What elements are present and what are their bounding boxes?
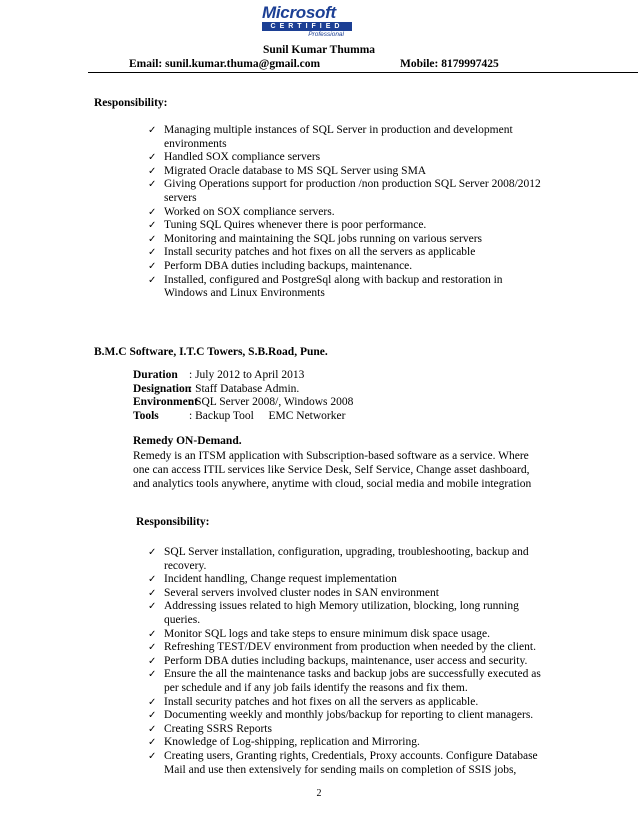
logo-professional: Professional: [308, 31, 344, 38]
list-item: [148, 628, 550, 642]
list-item: [148, 709, 550, 723]
detail-row: [133, 369, 353, 383]
list-item: [148, 723, 550, 737]
checkmark-icon: ✓: [148, 165, 157, 177]
detail-label: Designation: [133, 382, 192, 395]
microsoft-certified-logo: [262, 4, 362, 38]
list-item: [148, 641, 550, 655]
list-item: [148, 668, 550, 695]
responsibility-list-1: [148, 124, 543, 301]
list-item-text: Refreshing TEST/DEV environment from production when needed by the client.: [164, 641, 536, 654]
checkmark-icon: ✓: [148, 642, 157, 654]
list-item: [148, 274, 543, 301]
list-item: [148, 696, 550, 710]
list-item-text: Creating users, Granting rights, Credentials, Proxy accounts. Configure Database Mail and use then extensively for sending mails on completion of SSIS jobs,: [164, 749, 538, 776]
list-item-text: Managing multiple instances of SQL Server in production and development environments: [164, 124, 513, 150]
list-item-text: Monitoring and maintaining the SQL jobs running on various servers: [164, 232, 483, 245]
list-item: [148, 206, 543, 220]
detail-value: : Backup Tool EMC Networker: [189, 409, 334, 422]
checkmark-icon: ✓: [148, 628, 157, 640]
list-item-text: Perform DBA duties including backups, maintenance, user access and security.: [164, 654, 528, 667]
list-item: [148, 260, 543, 274]
responsibility-heading-2: Responsibility:: [136, 516, 210, 528]
email-text: Email: sunil.kumar.thuma@gmail.com: [129, 58, 321, 70]
detail-row: [133, 410, 353, 424]
list-item-text: Perform DBA duties including backups, maintenance.: [164, 259, 413, 272]
detail-label: Environment: [133, 396, 198, 409]
company-heading: B.M.C Software, I.T.C Towers, S.B.Road, Pune.: [94, 346, 328, 358]
list-item-text: Knowledge of Log-shipping, replication and Mirroring.: [164, 736, 420, 749]
checkmark-icon: ✓: [148, 125, 157, 136]
list-item: [148, 233, 543, 247]
checkmark-icon: ✓: [148, 274, 157, 286]
checkmark-icon: ✓: [148, 179, 157, 191]
list-item: [148, 736, 550, 750]
list-item: [148, 124, 543, 151]
list-item-text: Creating SSRS Reports: [164, 722, 272, 735]
responsibility-heading-1: Responsibility:: [94, 97, 168, 109]
checkmark-icon: ✓: [148, 723, 157, 735]
list-item: [148, 655, 550, 669]
detail-value: : Staff Database Admin.: [189, 382, 300, 395]
project-description: Remedy is an ITSM application with Subscription-based software as a service. Where one can access ITIL services like Service Desk, Self Service, Change asset dashboard, and analytics tools anywhere, anytime with cloud, social media and mobile integration: [133, 450, 532, 491]
list-item: [148, 246, 543, 260]
checkmark-icon: ✓: [148, 601, 157, 613]
logo-brand: Microsoft: [262, 3, 336, 22]
detail-label: Tools: [133, 409, 159, 422]
checkmark-icon: ✓: [148, 737, 157, 749]
checkmark-icon: ✓: [148, 655, 157, 667]
detail-row: [133, 383, 353, 397]
mobile-text: Mobile: 8179997425: [400, 58, 499, 70]
checkmark-icon: ✓: [148, 696, 157, 708]
list-item: [148, 219, 543, 233]
checkmark-icon: ✓: [148, 206, 157, 218]
list-item-text: Monitor SQL logs and take steps to ensure minimum disk space usage.: [164, 627, 490, 640]
detail-row: [133, 396, 353, 410]
checkmark-icon: ✓: [148, 547, 157, 558]
checkmark-icon: ✓: [148, 220, 157, 232]
list-item: [148, 178, 543, 205]
header-divider: [88, 72, 638, 73]
list-item-text: Migrated Oracle database to MS SQL Server using SMA: [164, 164, 427, 177]
list-item-text: SQL Server installation, configuration, upgrading, troubleshooting, backup and recovery.: [164, 546, 529, 572]
detail-label: Duration: [133, 369, 178, 381]
list-item-text: Ensure the all the maintenance tasks and backup jobs are successfully executed as per schedule and if any job fails identify the reasons and fix them.: [164, 668, 541, 694]
checkmark-icon: ✓: [148, 587, 157, 599]
list-item-text: Worked on SOX compliance servers.: [164, 205, 335, 218]
list-item: [148, 546, 550, 573]
checkmark-icon: ✓: [148, 247, 157, 259]
list-item-text: Several servers involved cluster nodes in SAN environment: [164, 586, 439, 599]
list-item-text: Tuning SQL Quires whenever there is poor performance.: [164, 219, 427, 232]
list-item-text: Handled SOX compliance servers: [164, 151, 321, 164]
list-item: [148, 750, 550, 777]
responsibility-list-2: [148, 546, 550, 777]
list-item-text: Addressing issues related to high Memory utilization, blocking, long running queries.: [164, 600, 519, 626]
project-title: Remedy ON-Demand.: [133, 435, 242, 447]
list-item-text: Installed, configured and PostgreSql along with backup and restoration in Windows and Linux Environments: [164, 273, 503, 300]
page-number: 2: [316, 788, 322, 799]
list-item: [148, 573, 550, 587]
logo-certified: CERTIFIED: [262, 22, 352, 31]
list-item-text: Documenting weekly and monthly jobs/backup for reporting to client managers.: [164, 709, 534, 722]
list-item-text: Install security patches and hot fixes on all the servers as applicable: [164, 246, 476, 259]
list-item: [148, 600, 550, 627]
list-item-text: Giving Operations support for production /non production SQL Server 2008/2012 servers: [164, 178, 541, 204]
list-item: [148, 587, 550, 601]
checkmark-icon: ✓: [148, 750, 157, 762]
job-details: [133, 369, 353, 423]
checkmark-icon: ✓: [148, 233, 157, 245]
checkmark-icon: ✓: [148, 669, 157, 681]
list-item-text: Incident handling, Change request implementation: [164, 573, 397, 586]
detail-value: : July 2012 to April 2013: [189, 369, 305, 381]
checkmark-icon: ✓: [148, 260, 157, 272]
checkmark-icon: ✓: [148, 152, 157, 164]
detail-value: : SQL Server 2008/, Windows 2008: [189, 396, 354, 409]
list-item-text: Install security patches and hot fixes on all the servers as applicable.: [164, 695, 479, 708]
candidate-name: Sunil Kumar Thumma: [262, 44, 376, 56]
list-item: [148, 151, 543, 165]
list-item: [148, 165, 543, 179]
checkmark-icon: ✓: [148, 710, 157, 722]
checkmark-icon: ✓: [148, 574, 157, 586]
